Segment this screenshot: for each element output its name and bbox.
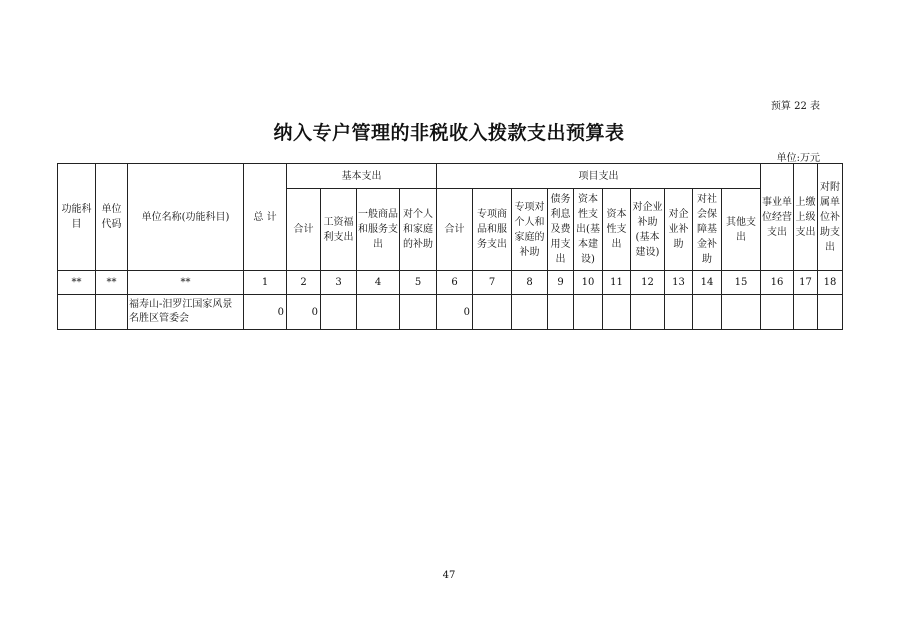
row-basic-subtotal: 0 <box>287 295 321 330</box>
index-cell: 3 <box>321 271 357 295</box>
header-salary: 工资福利支出 <box>321 189 357 271</box>
header-project-group: 项目支出 <box>437 164 761 189</box>
budget-table <box>57 163 843 330</box>
row-unit-code <box>96 295 128 330</box>
index-cell: 12 <box>631 271 665 295</box>
index-cell: 17 <box>794 271 818 295</box>
row-enterprise-basic <box>631 295 665 330</box>
header-enterprise: 对企业补助 <box>665 189 693 271</box>
index-cell: ** <box>96 271 128 295</box>
header-basic-group: 基本支出 <box>287 164 437 189</box>
header-personal-subsidy: 对个人和家庭的补助 <box>400 189 437 271</box>
unit-label: 单位:万元 <box>776 153 820 164</box>
page-title: 纳入专户管理的非税收入拨款支出预算表 <box>273 122 625 144</box>
index-cell: 9 <box>548 271 574 295</box>
header-capital-basic: 资本性支出(基本建设) <box>574 189 603 271</box>
index-cell: 8 <box>512 271 548 295</box>
row-func-subject <box>58 295 96 330</box>
row-unit-name: 福寿山-汨罗江国家风景名胜区管委会 <box>128 295 244 330</box>
index-cell: ** <box>128 271 244 295</box>
index-cell: 1 <box>244 271 287 295</box>
row-upper <box>794 295 818 330</box>
row-enterprise <box>665 295 693 330</box>
index-cell: 2 <box>287 271 321 295</box>
header-affiliated: 对附属单位补助支出 <box>818 164 843 271</box>
page-number: 47 <box>442 570 456 581</box>
header-upper: 上缴上级支出 <box>794 164 818 271</box>
header-special-goods: 专项商品和服务支出 <box>473 189 512 271</box>
index-cell: 14 <box>693 271 722 295</box>
index-row <box>58 271 843 295</box>
row-special-goods <box>473 295 512 330</box>
form-number: 预算 22 表 <box>770 101 820 112</box>
index-cell: 16 <box>761 271 794 295</box>
index-cell: 7 <box>473 271 512 295</box>
row-affiliated <box>818 295 843 330</box>
index-cell: 13 <box>665 271 693 295</box>
index-cell: ** <box>58 271 96 295</box>
row-goods-services <box>357 295 400 330</box>
header-other: 其他支出 <box>722 189 761 271</box>
row-business <box>761 295 794 330</box>
header-basic-subtotal: 合计 <box>287 189 321 271</box>
index-cell: 18 <box>818 271 843 295</box>
row-capital <box>603 295 631 330</box>
index-cell: 15 <box>722 271 761 295</box>
header-debt-interest: 债务利息及费用支出 <box>548 189 574 271</box>
row-capital-basic <box>574 295 603 330</box>
header-special-personal: 专项对个人和家庭的补助 <box>512 189 548 271</box>
index-cell: 6 <box>437 271 473 295</box>
row-salary <box>321 295 357 330</box>
header-business: 事业单位经营支出 <box>761 164 794 271</box>
header-project-subtotal: 合计 <box>437 189 473 271</box>
index-cell: 10 <box>574 271 603 295</box>
table-row <box>58 295 843 330</box>
row-personal-subsidy <box>400 295 437 330</box>
header-social-security: 对社会保障基金补助 <box>693 189 722 271</box>
header-func-subject: 功能科目 <box>58 164 96 271</box>
header-unit-name: 单位名称(功能科目) <box>128 164 244 271</box>
header-goods-services: 一般商品和服务支出 <box>357 189 400 271</box>
header-unit-code: 单位代码 <box>96 164 128 271</box>
header-capital: 资本性支出 <box>603 189 631 271</box>
row-other <box>722 295 761 330</box>
header-total: 总 计 <box>244 164 287 271</box>
row-special-personal <box>512 295 548 330</box>
row-debt-interest <box>548 295 574 330</box>
row-total: 0 <box>244 295 287 330</box>
row-social-security <box>693 295 722 330</box>
index-cell: 4 <box>357 271 400 295</box>
row-project-subtotal: 0 <box>437 295 473 330</box>
index-cell: 5 <box>400 271 437 295</box>
header-enterprise-basic: 对企业补助(基本建设) <box>631 189 665 271</box>
index-cell: 11 <box>603 271 631 295</box>
